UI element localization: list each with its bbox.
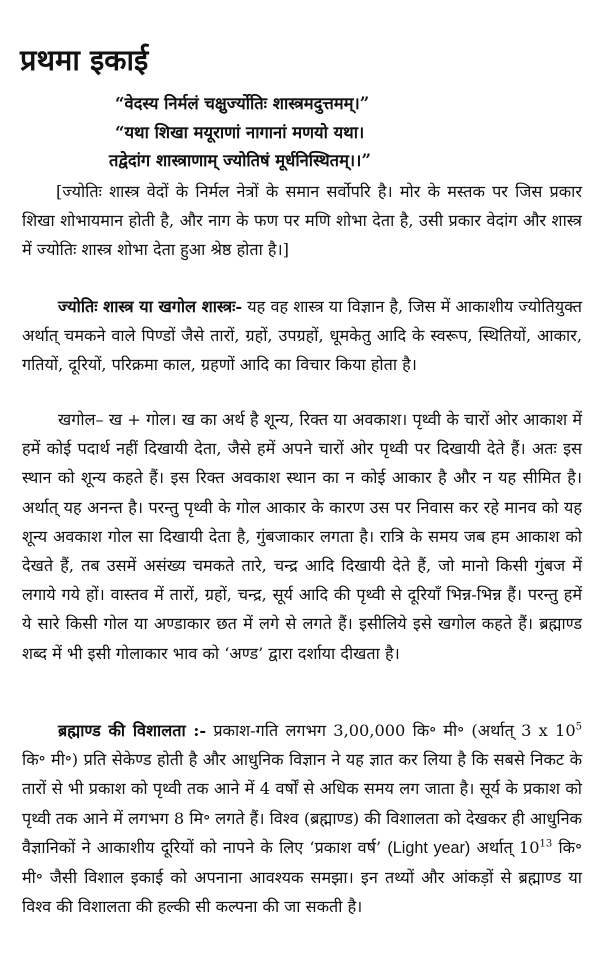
verse-line-1: “वेदस्य निर्मलं चक्षुर्ज्योतिः शास्त्रमदुत्तमम्।” bbox=[115, 94, 370, 113]
exponent-13: 13 bbox=[539, 838, 553, 850]
universe-text-c: अर्थात् 10 bbox=[470, 837, 540, 857]
exponent-5: 5 bbox=[575, 721, 583, 733]
astronomy-definition-text: यह वह शास्त्र या विज्ञान है, जिस में आकाशीय ज्योतियुक्त अर्थात् चमकने वाले पिण्डों जैसे तारों, ग्रहों, उपग्रहों, धूमकेतु आदि के स्वरूप, स्थितियों, आकार, गतियों, दूरियों, परिक्रमा काल, ग्रहणों आदि का विचार किया होता है। bbox=[22, 297, 583, 375]
verse-line-2: “यथा शिखा मयूराणां नागानां मणयो यथा। bbox=[115, 122, 365, 142]
verse-meaning-paragraph: [ज्योतिः शास्त्र वेदों के निर्मल नेत्रों के समान सर्वोपरि है। मोर के मस्तक पर जिस प्रकार शिखा शोभायमान होती है, और नाग के फण पर मणि शोभा देता है, उसी प्रकार वेदांग और शास्त्र में ज्योतिः शास्त्र शोभा देता हुआ श्रेष्ठ होता है।] bbox=[22, 182, 582, 260]
verse-line-3: तद्वेदांग शास्त्राणाम् ज्योतिषं मूर्धनिस्थितम्।।” bbox=[109, 151, 371, 170]
astronomy-term: ज्योतिः शास्त्र या खगोल शास्त्रः- bbox=[58, 297, 243, 316]
khagol-paragraph: खगोल– ख + गोल। ख का अर्थ है शून्य, रिक्त या अवकाश। पृथ्वी के चारों ओर आकाश में हमें कोई पदार्थ नहीं दिखायी देता, जैसे हमें अपने चारों ओर पृथ्वी पर दिखायी देते हैं। अतः इस स्थान को शून्य कहते हैं। इस रिक्त अवकाश स्थान का न कोई आकार है और न यह सीमित है। अर्थात् यह अनन्त है। परन्तु पृथ्वी के गोल आकार के कारण उस पर निवास कर रहे मानव को यह शून्य अवकाश गोल सा दिखायी देता है, गुंबजाकार लगता है। रात्रि के समय जब हम आकाश को देखते हैं, तब उसमें असंख्य चमकते तारे, चन्द्र आदि दिखायी देते हैं, जो मानो किसी गुंबज में लगाये गये हों। वास्तव में तारों, ग्रहों, चन्द्र, सूर्य आदि की पृथ्वी से दूरियाँ भिन्न-भिन्न हैं। परन्तु हमें ये सारे किसी गोल या अण्डाकार छत में लगे से लगते हैं। इसीलिये इसे खगोल कहते हैं। ब्रह्माण्ड शब्द में भी इसी गोलाकार भाव को ‘अण्ड’ द्वारा दर्शाया दीखता है। bbox=[22, 410, 582, 663]
light-year-term: (Light year) bbox=[387, 838, 471, 857]
universe-text-a: प्रकाश-गति लगभग 3,00,000 कि॰ मी॰ (अर्थात् 3 x 10 bbox=[206, 721, 576, 740]
universe-text-d: कि॰ मी॰ जैसी विशाल इकाई को अपनाना आवश्यक समझा। इन तथ्यों और आंकड़ों से ब्रह्माण्ड या विश्व की विशालता की हल्की सी कल्पना की जा सकती है। bbox=[22, 837, 582, 917]
universe-vastness-paragraph bbox=[22, 716, 582, 921]
universe-vastness-term: ब्रह्माण्ड की विशालता :- bbox=[58, 721, 207, 740]
universe-text-b: कि॰ मी॰) प्रति सेकेण्ड होती है और आधुनिक विज्ञान ने यह ज्ञात कर लिया है कि सबसे निकट के तारों से भी प्रकाश को पृथ्वी तक आने में 4 वर्षों से अधिक समय लग जाता है। सूर्य के प्रकाश को पृथ्वी तक आने में लगभग 8 मि॰ लगते हैं। विश्व (ब्रह्माण्ड) की विशालता को देखकर ही आधुनिक वैज्ञानिकों ने आकाशीय दूरियों को नापने के लिए ‘प्रकाश वर्ष’ bbox=[22, 750, 582, 857]
astronomy-definition-paragraph bbox=[22, 292, 582, 380]
chapter-heading: प्रथमा इकाई bbox=[20, 43, 149, 77]
sanskrit-verse bbox=[109, 90, 590, 176]
